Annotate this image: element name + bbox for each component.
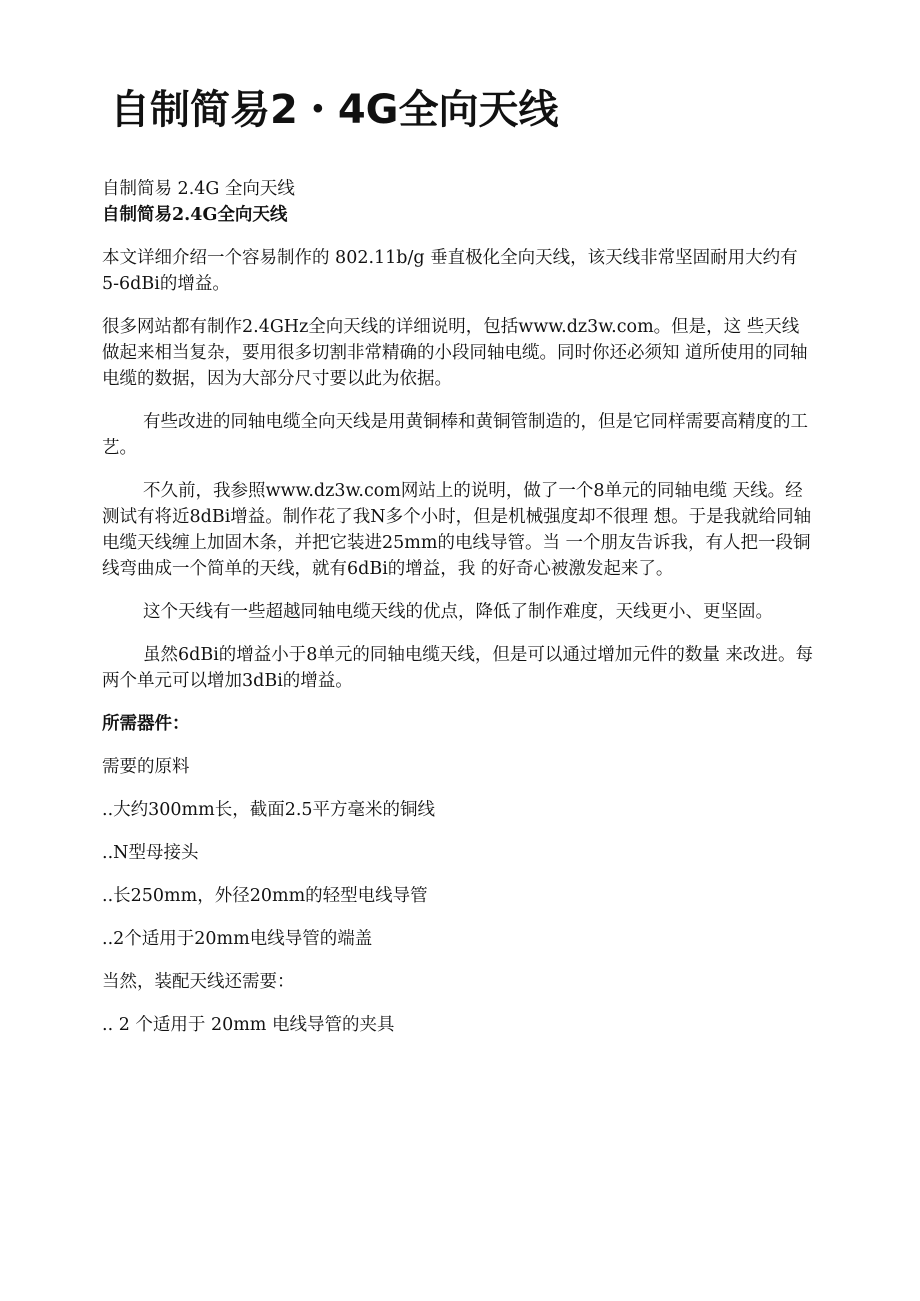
paragraph-brass: 有些改进的同轴电缆全向天线是用黄铜棒和黄铜管制造的，但是它同样需要高精度的工艺。: [102, 412, 808, 458]
paragraph-websites: 很多网站都有制作2.4GHz全向天线的详细说明，包括www.dz3w.com。但是，这 些天线做起来相当复杂，要用很多切割非常精确的小段同轴电缆。同时你还必须知 道所使用的同轴电缆的数据，因为大部分尺寸要以此为依据。: [102, 317, 808, 389]
list-item: ..2个适用于20mm电线导管的端盖: [102, 929, 373, 949]
materials-intro: 需要的原料: [102, 757, 190, 777]
assembly-intro: 当然，装配天线还需要：: [102, 972, 295, 992]
paragraph-advantages: 这个天线有一些超越同轴电缆天线的优点，降低了制作难度，天线更小、更坚固。: [143, 602, 773, 622]
list-item: ..N型母接头: [102, 843, 199, 863]
section-heading: 所需器件：: [102, 714, 190, 734]
paragraph-history: 不久前，我参照www.dz3w.com网站上的说明，做了一个8单元的同轴电缆 天线。经测试有将近8dBi增益。制作花了我N多个小时，但是机械强度却不很理 想。于是我就给同轴电缆天线缠上加固木条，并把它装进25mm的电线导管。当 一个朋友告诉我，有人把一段铜线弯曲成一个简单的天线，就有6dBi的增益，我 的好奇心被激发起来了。: [102, 481, 812, 579]
list-item: ..大约300mm长，截面2.5平方毫米的铜线: [102, 800, 436, 820]
document-body: [102, 176, 814, 1038]
list-item: .. 2 个适用于 20mm 电线导管的夹具: [102, 1015, 395, 1035]
paragraph-gain: 虽然6dBi的增益小于8单元的同轴电缆天线，但是可以通过增加元件的数量 来改进。每两个单元可以增加3dBi的增益。: [102, 645, 813, 691]
subtitle-bold: 自制简易2.4G全向天线: [102, 205, 288, 225]
paragraph-intro: 本文详细介绍一个容易制作的 802.11b/g 垂直极化全向天线，该天线非常坚固耐用大约有5-6dBi的增益。: [102, 248, 798, 294]
subtitle-plain: 自制简易 2.4G 全向天线: [102, 179, 295, 199]
page-title: 自制简易2・4G全向天线: [110, 87, 559, 133]
list-item: ..长250mm，外径20mm的轻型电线导管: [102, 886, 428, 906]
